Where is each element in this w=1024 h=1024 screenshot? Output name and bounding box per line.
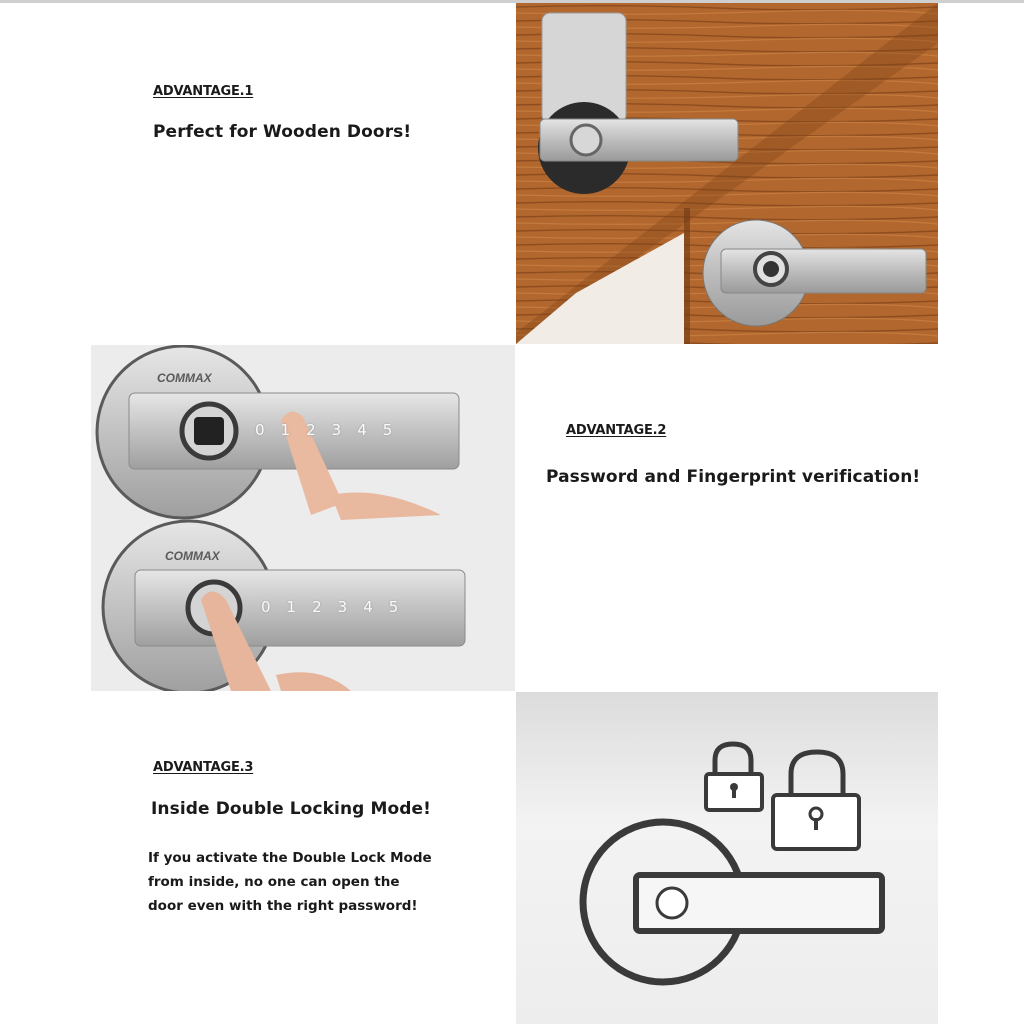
advantage-3-description bbox=[148, 846, 468, 918]
keypad-digit: 5 bbox=[382, 421, 393, 439]
keypad-digit: 1 bbox=[280, 421, 291, 439]
keypad-digit: 5 bbox=[388, 598, 399, 616]
advantage-1-title: Perfect for Wooden Doors! bbox=[153, 122, 412, 142]
fingerprint-keypad-image bbox=[91, 345, 515, 691]
description-line: from inside, no one can open the bbox=[148, 874, 400, 890]
keypad-digit: 3 bbox=[337, 598, 348, 616]
keypad-digit: 1 bbox=[286, 598, 297, 616]
description-line: If you activate the Double Lock Mode bbox=[148, 850, 432, 866]
brand-logo-top: COMMAX bbox=[157, 371, 212, 385]
brand-logo-bottom: COMMAX bbox=[165, 549, 220, 563]
advantage-2-title: Password and Fingerprint verification! bbox=[546, 467, 921, 487]
keypad-digits-bottom bbox=[261, 598, 398, 616]
keypad-digits-top bbox=[255, 421, 392, 439]
keypad-digit: 2 bbox=[306, 421, 316, 439]
wooden-door-image bbox=[516, 3, 938, 344]
keypad-digit: 2 bbox=[312, 598, 322, 616]
advantage-2-label: ADVANTAGE.2 bbox=[566, 423, 667, 438]
advantage-3-label: ADVANTAGE.3 bbox=[153, 760, 254, 775]
double-lock-illustration bbox=[516, 692, 938, 1024]
keypad-digit: 4 bbox=[357, 421, 367, 439]
advantage-1-label: ADVANTAGE.1 bbox=[153, 84, 254, 99]
keypad-digit: 0 bbox=[255, 421, 265, 439]
advantage-3-title: Inside Double Locking Mode! bbox=[151, 799, 431, 819]
keypad-digit: 0 bbox=[261, 598, 271, 616]
keypad-digit: 3 bbox=[331, 421, 342, 439]
padlock-small-icon bbox=[706, 744, 762, 810]
description-line: door even with the right password! bbox=[148, 898, 418, 914]
keypad-digit: 4 bbox=[363, 598, 373, 616]
padlock-large-icon bbox=[773, 752, 859, 849]
